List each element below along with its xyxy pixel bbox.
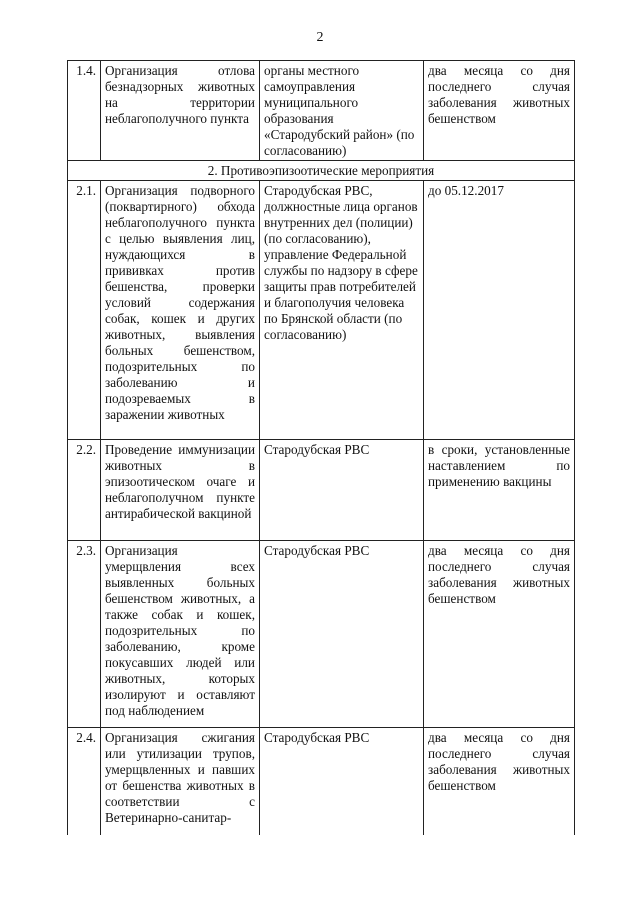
responsible-cell: Стародубская РВС — [260, 728, 424, 836]
table-row — [68, 181, 575, 440]
table-row — [68, 728, 575, 836]
measures-table — [67, 60, 575, 835]
term-cell: два месяца со дня последнего случая заболевания животных бешенством — [424, 541, 575, 728]
row-number: 2.1. — [68, 181, 101, 440]
responsible-cell: Стародубская РВС — [260, 541, 424, 728]
row-number: 2.3. — [68, 541, 101, 728]
page-number: 2 — [316, 30, 324, 45]
task-cell: Проведение иммунизации животных в эпизоотическом очаге и неблагополучном пункте антирабической вакциной — [101, 440, 260, 541]
row-number: 1.4. — [68, 61, 101, 161]
table-row — [68, 61, 575, 161]
task-cell: Организация отлова безнадзорных животных на территории неблагополучного пункта — [101, 61, 260, 161]
section-header-row — [68, 161, 575, 181]
term-cell: два месяца со дня последнего случая заболевания животных бешенством — [424, 61, 575, 161]
row-number: 2.2. — [68, 440, 101, 541]
task-cell: Организация сжигания или утилизации трупов, умерщвленных и павших от бешенства животных в соответствии с Ветеринарно-санитар- — [101, 728, 260, 836]
table-row — [68, 541, 575, 728]
task-cell: Организация подворного (поквартирного) обхода неблагополучного пункта с целью выявления лиц, нуждающихся в прививках против бешенства, проверки условий содержания собак, кошек и других животных, выявления больных бешенством, подозрительных по заболеванию и подозреваемых в заражении животных — [101, 181, 260, 440]
responsible-cell: Стародубская РВС, должностные лица органов внутренних дел (полиции) (по согласованию), управление Федеральной службы по надзору в сфере защиты прав потребителей и благополучия человека по Брянской области (по согласованию) — [260, 181, 424, 440]
responsible-cell: органы местного самоуправления муниципального образования «Стародубский район» (по согласованию) — [260, 61, 424, 161]
responsible-cell: Стародубская РВС — [260, 440, 424, 541]
term-cell: до 05.12.2017 — [424, 181, 575, 440]
row-number: 2.4. — [68, 728, 101, 836]
term-cell: в сроки, установленные наставлением по применению вакцины — [424, 440, 575, 541]
term-cell: два месяца со дня последнего случая заболевания животных бешенством — [424, 728, 575, 836]
task-cell: Организация умерщвления всех выявленных больных бешенством животных, а также собак и кошек, подозрительных по заболеванию, кроме покусавших людей или животных, которых изолируют и оставляют под наблюдением — [101, 541, 260, 728]
section-title: 2. Противоэпизоотические мероприятия — [68, 161, 575, 181]
table-row — [68, 440, 575, 541]
